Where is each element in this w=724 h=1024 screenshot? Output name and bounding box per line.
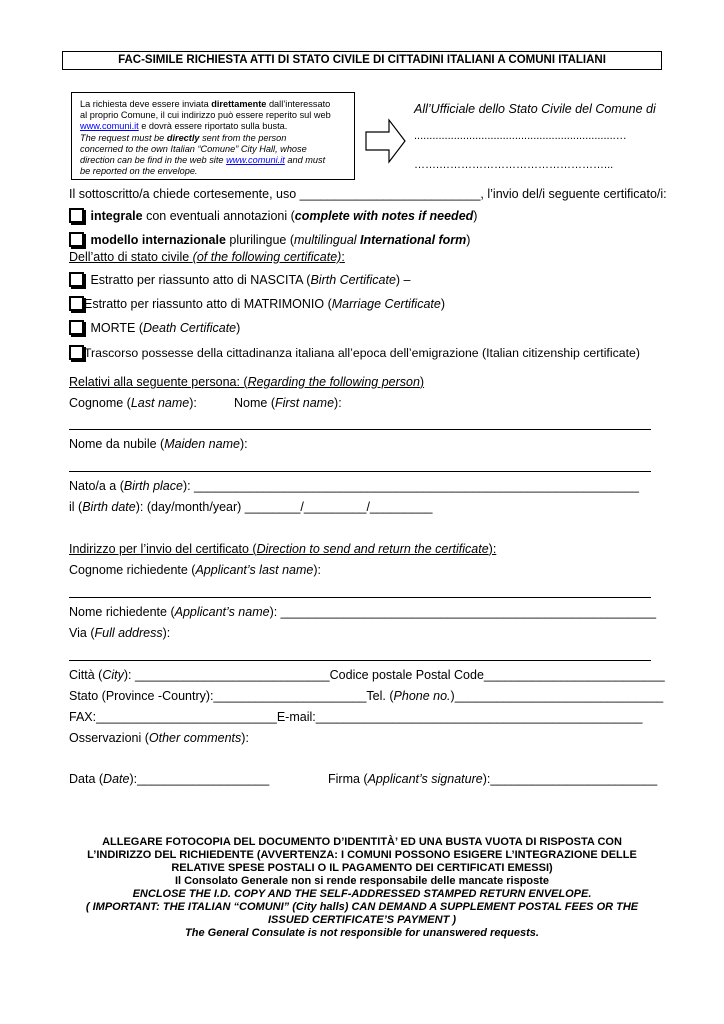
checkbox[interactable]	[69, 272, 84, 287]
notice-line: direction can be find in the web site www.comuni.it and must	[80, 155, 326, 166]
full-address-label: Via (Full address):	[69, 626, 171, 640]
right-arrow-icon	[365, 118, 407, 164]
applicant-last-name-label: Cognome richiedente (Applicant’s last name):	[69, 563, 321, 577]
footer-line: L’INDIRIZZO DEL RICHIEDENTE (AVVERTENZA: I COMUNI POSSONO ESIGERE L’INTEGRAZIONE DELLE	[87, 849, 637, 861]
footer-line: RELATIVE SPESE POSTALI O IL PAGAMENTO DEI CERTIFICATI EMESSI)	[171, 862, 553, 874]
last-name-label: Cognome (Last name):	[69, 396, 197, 410]
cert-morte[interactable]: MORTE (Death Certificate)	[69, 320, 240, 335]
maiden-name-field[interactable]	[69, 471, 651, 472]
notice-line: concerned to the own Italian “Comune” City Hall, whose	[80, 143, 307, 154]
checkbox[interactable]	[69, 232, 84, 247]
atto-heading: Dell’atto di stato civile (of the following certificate):	[69, 250, 345, 264]
cert-nascita[interactable]: Estratto per riassunto atto di NASCITA (Birth Certificate) –	[69, 272, 411, 287]
applicant-last-name-field[interactable]	[69, 597, 651, 598]
signature-field[interactable]: Firma (Applicant’s signature):________________________	[328, 772, 658, 786]
full-address-field[interactable]	[69, 660, 651, 661]
comuni-link[interactable]: www.comuni.it	[80, 121, 139, 132]
notice-line: La richiesta deve essere inviata direttamente dall’interessato	[80, 99, 331, 109]
cert-matrimonio[interactable]: Estratto per riassunto atto di MATRIMONIO (Marriage Certificate)	[69, 296, 445, 311]
addressee-dots: …….………………………………………...	[414, 159, 614, 171]
fax-email-field[interactable]: FAX:__________________________E-mail:_______________________________________________	[69, 710, 643, 724]
maiden-name-label: Nome da nubile (Maiden name):	[69, 437, 248, 451]
city-postal-field[interactable]: Città (City): ____________________________Codice postale Postal Code__________________________	[69, 668, 665, 682]
checkbox[interactable]	[69, 208, 84, 223]
request-line: Il sottoscritto/a chiede cortesemente, uso __________________________, l’invio del/i seguente certificato/i:	[69, 187, 667, 201]
addressee-dots: ..................................................................…	[414, 130, 627, 142]
notice-line: www.comuni.it e dovrà essere riportato sulla busta.	[80, 121, 288, 132]
indirizzo-heading: Indirizzo per l’invio del certificato (Direction to send and return the certificate):	[69, 542, 497, 556]
comments-label: Osservazioni (Other comments):	[69, 731, 249, 745]
birth-date-field[interactable]: il (Birth date): (day/month/year) ________/_________/_________	[69, 500, 433, 514]
checkbox[interactable]	[69, 320, 84, 335]
option-internazionale[interactable]: modello internazionale plurilingue (multilingual International form)	[69, 232, 470, 247]
addressee-line: All’Ufficiale dello Stato Civile del Comune di	[414, 102, 656, 116]
cert-cittadinanza[interactable]: Trascorso possesse della cittadinanza italiana all’epoca dell’emigrazione (Italian citizenship certificate)	[69, 345, 640, 360]
option-integrale[interactable]: integrale con eventuali annotazioni (complete with notes if needed)	[69, 208, 477, 223]
country-phone-field[interactable]: Stato (Province -Country):______________________Tel. (Phone no.)______________________________	[69, 689, 664, 703]
person-heading: Relativi alla seguente persona: (Regarding the following person)	[69, 375, 425, 389]
footer-line: The General Consulate is not responsible for unanswered requests.	[185, 927, 539, 939]
footer-line: ISSUED CERTIFICATE’S PAYMENT )	[267, 914, 457, 926]
comuni-link[interactable]: www.comuni.it	[226, 155, 285, 166]
checkbox[interactable]	[69, 345, 84, 360]
footer-line: Il Consolato Generale non si rende responsabile delle mancate risposte	[174, 875, 550, 887]
form-title: FAC-SIMILE RICHIESTA ATTI DI STATO CIVILE DI CITTADINI ITALIANI A COMUNI ITALIANI	[62, 51, 662, 70]
notice-box	[71, 92, 355, 180]
checkbox[interactable]	[69, 296, 84, 311]
applicant-name-field[interactable]: Nome richiedente (Applicant’s name): ______________________________________________________	[69, 605, 657, 619]
first-name-label: Nome (First name):	[234, 396, 342, 410]
footer-line: ( IMPORTANT: THE ITALIAN “COMUNI” (City halls) CAN DEMAND A SUPPLEMENT POSTAL FEES OR THE	[85, 901, 639, 913]
footer-notes	[70, 836, 654, 940]
date-field[interactable]: Data (Date):___________________	[69, 772, 270, 786]
notice-line: The request must be directly sent from the person	[80, 132, 287, 143]
footer-line: ENCLOSE THE I.D. COPY AND THE SELF-ADDRESSED STAMPED RETURN ENVELOPE.	[132, 888, 592, 900]
footer-line: ALLEGARE FOTOCOPIA DEL DOCUMENTO D’IDENTITÀ’ ED UNA BUSTA VUOTA DI RISPOSTA CON	[102, 836, 622, 848]
notice-line: be reported on the envelope.	[80, 166, 198, 177]
birth-place-field[interactable]: Nato/a a (Birth place): ________________________________________________________________	[69, 479, 639, 493]
notice-line: al proprio Comune, il cui indirizzo può essere reperito sul web	[80, 110, 331, 121]
last-name-field[interactable]	[69, 429, 651, 430]
